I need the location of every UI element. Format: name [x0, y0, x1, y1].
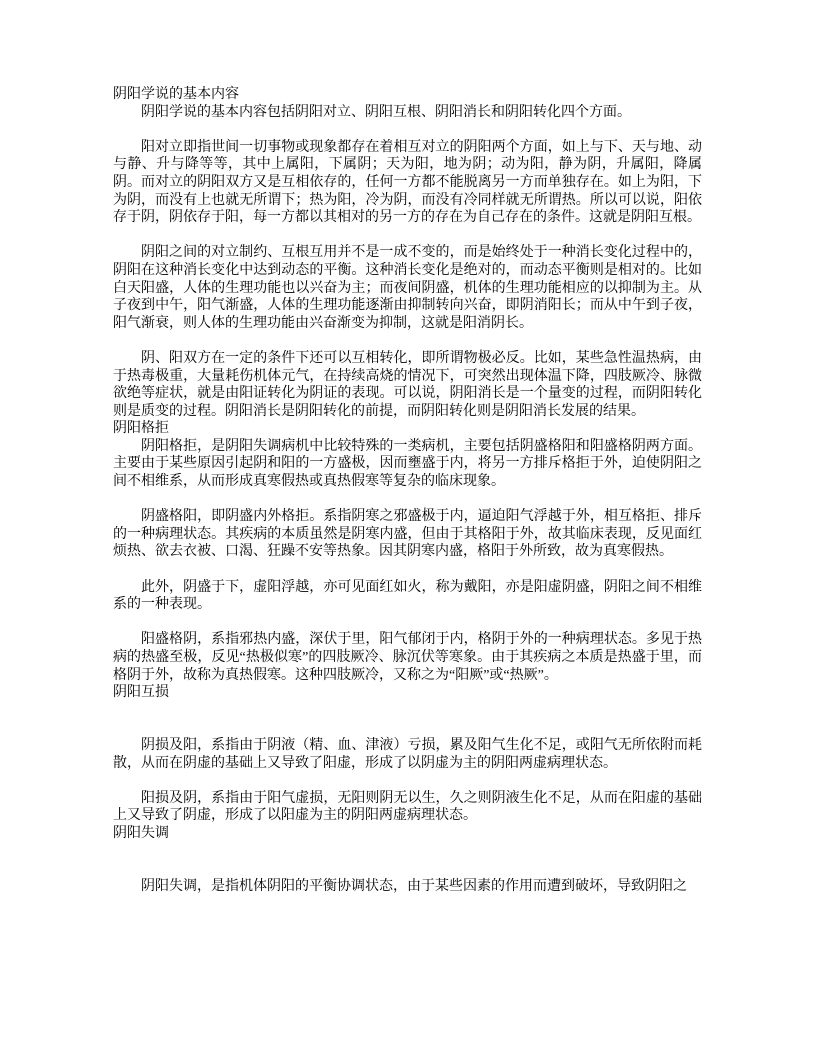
paragraph: 阴盛格阳，即阴盛内外格拒。系指阴寒之邪盛极于内，逼迫阳气浮越于外，相互格拒、排斥的一种病理状态。其疾病的本质虽然是阴寒内盛，但由于其格阳于外，故其临床表现，反见面红烦热、欲去衣被、口渴、狂躁不安等热象。因其阴寒内盛，格阳于外所致，故为真寒假热。 [113, 509, 702, 560]
paragraph: 阳盛格阴，系指邪热内盛，深伏于里，阳气郁闭于内，格阴于外的一种病理状态。多见于热病的热盛至极，反见“热极似寒”的四肢厥冷、脉沉伏等寒象。由于其疾病之本质是热盛于里，而格阴于外，故称为真热假寒。这种四肢厥冷，又称之为“阳厥”或“热厥”。 [113, 632, 702, 683]
paragraph: 阳对立即指世间一切事物或现象都存在着相互对立的阴阳两个方面，如上与下、天与地、动与静、升与降等等，其中上属阳，下属阴；天为阳，地为阴；动为阳，静为阴，升属阳，降属阴。而对立的阴阳双方又是互相依存的，任何一方都不能脱离另一方而单独存在。如上为阳，下为阴，而没有上也就无所谓下；热为阳，冷为阴，而没有冷同样就无所谓热。所以可以说，阳依存于阴，阴依存于阳，每一方都以其相对的另一方的存在为自己存在的条件。这就是阴阳互根。 [113, 139, 702, 226]
paragraph: 阴阳学说的基本内容包括阴阳对立、阴阳互根、阴阳消长和阴阳转化四个方面。 [141, 104, 631, 120]
section-heading: 阴阳格拒 [113, 421, 169, 437]
paragraph: 阴阳失调，是指机体阴阳的平衡协调状态，由于某些因素的作用而遭到破坏，导致阴阳之 [141, 878, 687, 894]
section-heading: 阴阳失调 [113, 825, 169, 841]
section-heading: 阴阳学说的基本内容 [113, 87, 239, 102]
document-content [113, 86, 702, 895]
paragraph: 阴阳格拒，是阴阳失调病机中比较特殊的一类病机，主要包括阴盛格阳和阳盛格阴两方面。主要由于某些原因引起阴和阳的一方盛极，因而壅盛于内，将另一方排斥格拒于外，迫使阴阳之间不相维系，从而形成真寒假热或真热假寒等复杂的临床现象。 [113, 438, 702, 490]
paragraph: 阳损及阴，系指由于阳气虚损，无阳则阴无以生，久之则阴液生化不足，从而在阳虚的基础上又导致了阴虚，形成了以阳虚为主的阴阳两虚病理状态。 [113, 790, 702, 824]
paragraph: 此外，阴盛于下，虚阳浮越，亦可见面红如火，称为戴阳，亦是阳虚阴盛，阴阳之间不相维系的一种表现。 [113, 579, 702, 613]
section-heading: 阴阳互损 [113, 685, 169, 701]
paragraph: 阴、阳双方在一定的条件下还可以互相转化，即所谓物极必反。比如，某些急性温热病，由于热毒极重，大量耗伤机体元气，在持续高烧的情况下，可突然出现体温下降，四肢厥冷、脉微欲绝等症状，就是由阳证转化为阴证的表现。可以说，阴阳消长是一个量变的过程，而阴阳转化则是质变的过程。阴阳消长是阴阳转化的前提，而阴阳转化则是阴阳消长发展的结果。 [113, 350, 702, 419]
paragraph: 阴损及阳，系指由于阴液（精、血、津液）亏损，累及阳气生化不足，或阳气无所依附而耗散，从而在阴虚的基础上又导致了阳虚，形成了以阴虚为主的阴阳两虚病理状态。 [113, 737, 702, 771]
paragraph: 阴阳之间的对立制约、互根互用并不是一成不变的，而是始终处于一种消长变化过程中的，阴阳在这种消长变化中达到动态的平衡。这种消长变化是绝对的，而动态平衡则是相对的。比如白天阳盛，人体的生理功能也以兴奋为主；而夜间阴盛，机体的生理功能相应的以抑制为主。从子夜到中午，阳气渐盛，人体的生理功能逐渐由抑制转向兴奋，即阴消阳长；而从中午到子夜，阳气渐衰，则人体的生理功能由兴奋渐变为抑制，这就是阳消阴长。 [113, 245, 702, 331]
